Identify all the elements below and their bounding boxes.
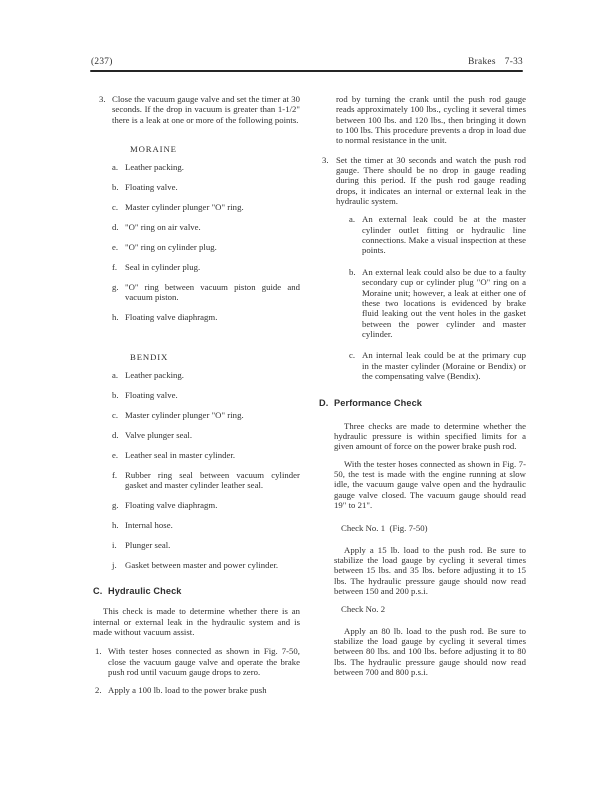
list-item <box>112 560 300 570</box>
numbered-step <box>95 685 300 695</box>
running-header <box>468 57 523 67</box>
check-1-paragraph: Apply a 15 lb. load to the push rod. Be sure to stabilize the load gauge by cycling it several times between 15 lbs. and 35 lbs. before adjusting it to 15 lbs. The hydraulic pressure gauge should now read between 150 and 200 p.s.i. <box>334 544 526 597</box>
section-letter: D. <box>319 398 329 409</box>
check-2-label: Check No. 2 <box>341 604 386 615</box>
item-letter: i. <box>112 539 117 550</box>
two-column-body <box>93 94 526 702</box>
item-text: Leather packing. <box>125 162 185 173</box>
list-item <box>112 370 300 380</box>
continuation-paragraph: rod by turning the crank until the push rod gauge reads approximately 100 lbs., cycling it several times between 100 lbs. and 120 lbs., then bringing it down to 100 lbs. This procedure prevents a drop in load due to normal resistance in the unit. <box>336 94 526 146</box>
section-d-heading <box>319 398 526 408</box>
list-item <box>112 390 300 400</box>
bendix-heading: BENDIX <box>130 351 169 362</box>
list-item <box>112 222 300 232</box>
item-letter: e. <box>112 242 119 253</box>
list-item <box>112 162 300 172</box>
item-letter: f. <box>112 469 118 480</box>
numbered-step <box>95 646 300 677</box>
step-text: Apply a 100 lb. load to the power brake push <box>108 684 267 695</box>
section-letter: C. <box>93 586 103 597</box>
paragraph: Three checks are made to determine whether the hydraulic pressure is within specified limits for a given amount of force on the power brake push rod. <box>334 420 526 452</box>
item-text: Internal hose. <box>125 519 173 530</box>
list-item <box>112 182 300 192</box>
item-letter: e. <box>112 449 119 460</box>
item-letter: d. <box>112 222 119 233</box>
item-letter: a. <box>112 162 119 173</box>
item-text: Master cylinder plunger "O" ring. <box>125 202 244 213</box>
check-2-paragraph: Apply an 80 lb. load to the push rod. Be sure to stabilize the load gauge by cycling it several times between 80 lbs. and 100 lbs. before adjusting it to 80 lbs. The hydraulic pressure gauge should now read between 700 and 800 p.s.i. <box>334 625 526 678</box>
item-text: Leather packing. <box>125 369 185 380</box>
step-number: 3. <box>99 94 106 104</box>
section-title-text: Performance Check <box>334 398 422 409</box>
list-item <box>112 500 300 510</box>
section-title: Brakes <box>468 57 496 67</box>
check-1-label: Check No. 1 (Fig. 7-50) <box>341 523 428 534</box>
numbered-step <box>99 94 300 125</box>
item-text: Rubber ring seal between vacuum cylinder gasket and master cylinder leather seal. <box>125 469 300 490</box>
item-text: Seal in cylinder plug. <box>125 262 201 273</box>
item-letter: j. <box>112 559 117 570</box>
step-number: 1. <box>95 646 102 657</box>
item-text: Floating valve diaphragm. <box>125 312 218 323</box>
item-text: Floating valve diaphragm. <box>125 499 218 510</box>
item-text: Floating valve. <box>125 182 178 193</box>
paragraph: With the tester hoses connected as shown in Fig. 7-50, the test is made with the engine running at slow idle, the vacuum gauge valve open and the hydraulic gauge valve closed. The vacuum gauge should read 19" to 21". <box>334 458 526 510</box>
paragraph: This check is made to determine whether there is an internal or external leak in the hydraulic system and is made without vacuum assist. <box>93 606 300 638</box>
section-c-heading <box>93 586 300 596</box>
moraine-heading: MORAINE <box>130 144 177 155</box>
step-text: With tester hoses connected as shown in Fig. 7-50, close the vacuum gauge valve and operate the brake push rod until vacuum gauge drops to zero. <box>108 646 300 678</box>
item-letter: b. <box>112 182 119 193</box>
list-item <box>112 540 300 550</box>
item-text: "O" ring on cylinder plug. <box>125 242 217 253</box>
step-number: 2. <box>95 684 102 695</box>
list-item <box>112 312 300 322</box>
item-letter: c. <box>349 350 356 361</box>
item-text: Master cylinder plunger "O" ring. <box>125 409 244 420</box>
item-text: Gasket between master and power cylinder. <box>125 559 279 570</box>
list-item <box>112 242 300 252</box>
page-number: (237) <box>91 57 113 67</box>
step-text: Set the timer at 30 seconds and watch the push rod gauge. There should be no drop in gauge reading during this period. If the push rod gauge reading drops, it indicates an internal or external leak in the hydraulic system. <box>336 154 526 207</box>
page-header <box>91 57 523 67</box>
list-item <box>112 282 300 303</box>
list-item <box>112 262 300 272</box>
item-letter: g. <box>112 282 119 292</box>
item-text: Plunger seal. <box>125 539 171 550</box>
list-item <box>349 267 526 339</box>
header-rule <box>90 70 523 72</box>
list-item <box>112 430 300 440</box>
item-letter: f. <box>112 262 118 273</box>
numbered-step <box>322 155 526 207</box>
item-letter: d. <box>112 429 119 440</box>
list-item <box>349 214 526 255</box>
item-text: An internal leak could be at the primary cup in the master cylinder (Moraine or Bendix) or the compensating valve (Bendix). <box>362 350 526 381</box>
step-number: 3. <box>322 154 329 165</box>
right-column <box>319 94 526 702</box>
list-item <box>112 520 300 530</box>
item-letter: b. <box>349 266 356 277</box>
item-letter: h. <box>112 312 119 323</box>
list-item <box>112 470 300 491</box>
section-title-text: Hydraulic Check <box>108 586 182 597</box>
item-text: An external leak could be at the master cylinder outlet fitting or hydraulic line connections. Make a visual inspection at these points. <box>362 214 526 256</box>
list-item <box>112 410 300 420</box>
left-column <box>93 94 300 702</box>
list-item <box>112 202 300 212</box>
item-letter: c. <box>112 202 119 213</box>
item-text: An external leak could also be due to a faulty secondary cup or cylinder plug "O" ring on a Moraine unit; however, a leak at either one of these two locations is evidenced by brake fluid leaking out the vent holes in the gasket between the power cylinder and master cylinder. <box>362 266 526 339</box>
item-text: Leather seal in master cylinder. <box>125 449 236 460</box>
item-text: Floating valve. <box>125 389 178 400</box>
list-item <box>112 450 300 460</box>
page-ref: 7-33 <box>504 57 523 67</box>
item-letter: h. <box>112 519 119 530</box>
step-text: Close the vacuum gauge valve and set the timer at 30 seconds. If the drop in vacuum is greater than 1-1/2" there is a leak at one or more of the following points. <box>112 94 300 125</box>
item-letter: b. <box>112 389 119 400</box>
item-text: "O" ring on air valve. <box>125 222 201 233</box>
item-letter: a. <box>112 369 119 380</box>
item-letter: c. <box>112 409 119 420</box>
item-text: Valve plunger seal. <box>125 429 193 440</box>
item-text: "O" ring between vacuum piston guide and vacuum piston. <box>125 282 300 303</box>
item-letter: a. <box>349 214 356 225</box>
item-letter: g. <box>112 499 119 510</box>
list-item <box>349 350 526 381</box>
